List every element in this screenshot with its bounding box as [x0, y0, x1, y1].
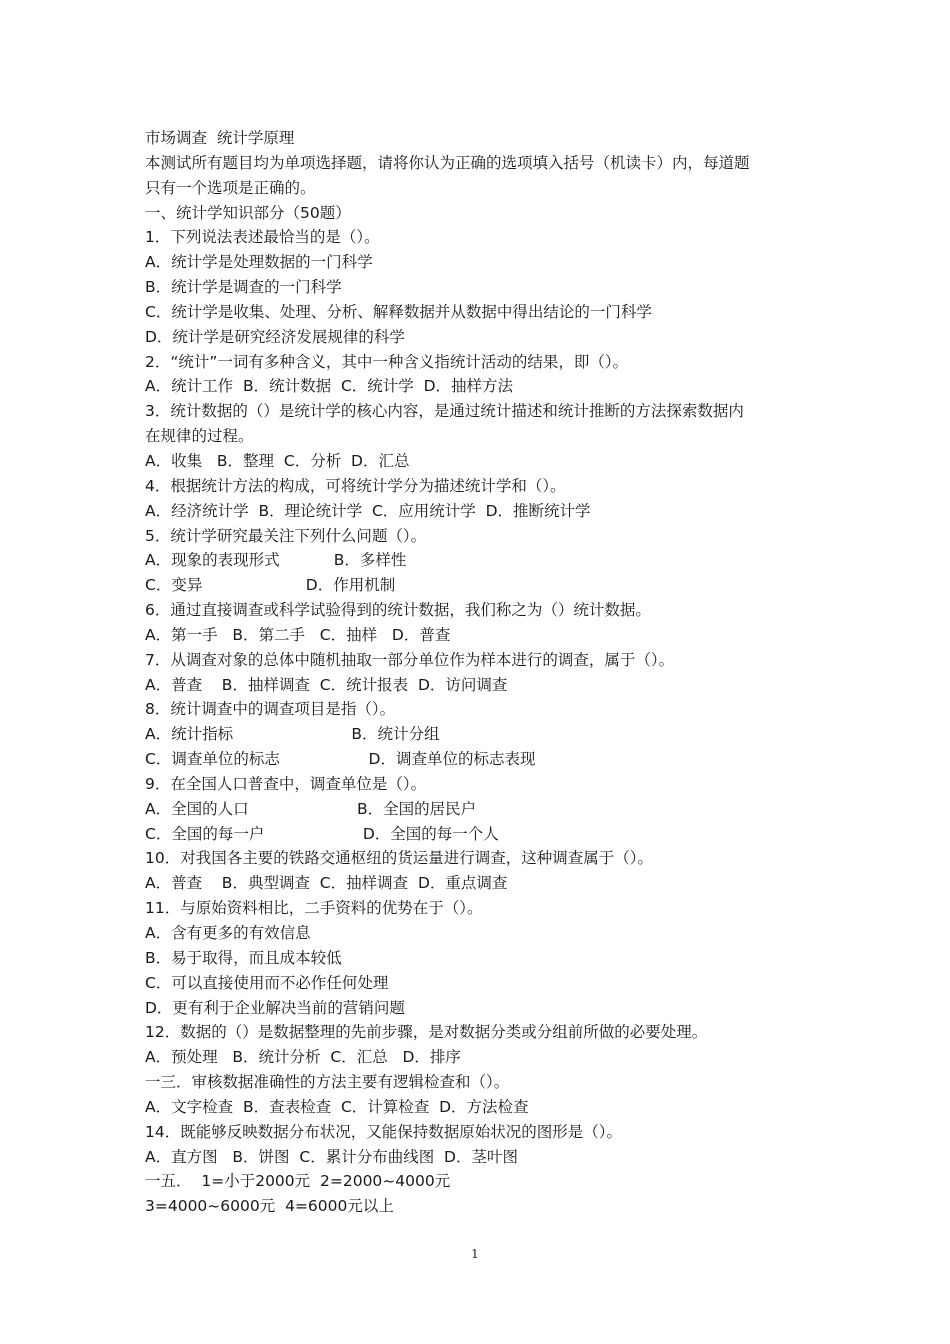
page-number: 1: [471, 1247, 479, 1261]
text-line: A．统计学是处理数据的一门科学: [145, 253, 373, 272]
text-line: 6．通过直接调查或科学试验得到的统计数据，我们称之为（）统计数据。: [145, 601, 651, 620]
text-line: A．含有更多的有效信息: [145, 924, 311, 942]
text-line: A．全国的人口 B．全国的居民户: [145, 799, 477, 818]
text-line: C．可以直接使用而不必作任何处理: [145, 973, 389, 992]
text-line: A．文字检查 B．查表检查 C．计算检查 D．方法检查: [145, 1097, 529, 1116]
text-line: 14．既能够反映数据分布状况，又能保持数据原始状况的图形是（）。: [145, 1122, 622, 1141]
text-line: C．变异 D．作用机制: [145, 576, 396, 595]
text-line: B．易于取得，而且成本较低: [145, 948, 342, 967]
text-line: 7．从调查对象的总体中随机抽取一部分单位作为样本进行的调查，属于（）。: [145, 650, 675, 669]
text-line: B．统计学是调查的一门科学: [145, 278, 342, 297]
text-line: 2．“统计”一词有多种含义，其中一种含义指统计活动的结果，即（）。: [145, 352, 629, 371]
text-line: 一、统计学知识部分（50题）: [145, 203, 351, 222]
text-line: 只有一个选项是正确的。: [145, 178, 316, 197]
text-line: A．普查 B．抽样调查 C．统计报表 D．访问调查: [145, 675, 508, 694]
text-line: C．统计学是收集、处理、分析、解释数据并从数据中得出结论的一门科学: [145, 302, 652, 321]
text-line: 3．统计数据的（）是统计学的核心内容，是通过统计描述和统计推断的方法探索数据内: [145, 402, 744, 421]
text-line: 在规律的过程。: [145, 427, 254, 446]
text-line: 4．根据统计方法的构成，可将统计学分为描述统计学和（）。: [145, 476, 566, 495]
text-line: 1．下列说法表述最恰当的是（）。: [145, 228, 380, 247]
text-line: A．经济统计学 B．理论统计学 C．应用统计学 D．推断统计学: [145, 501, 591, 520]
text-line: D．更有利于企业解决当前的营销问题: [145, 998, 405, 1017]
text-line: A．普查 B．典型调查 C．抽样调查 D．重点调查: [145, 874, 508, 893]
text-line: C．调查单位的标志 D．调查单位的标志表现: [145, 750, 536, 769]
text-line: 市场调查 统计学原理: [145, 129, 295, 147]
text-line: A．收集 B．整理 C．分析 D．汇总: [145, 451, 410, 470]
text-line: 一三．审核数据准确性的方法主要有逻辑检查和（）。: [145, 1073, 510, 1092]
text-line: 11．与原始资料相比，二手资料的优势在于（）。: [145, 899, 483, 918]
text-line: A．统计工作 B．统计数据 C．统计学 D．抽样方法: [145, 377, 514, 396]
text-line: 本测试所有题目均为单项选择题，请将你认为正确的选项填入括号（机读卡）内，每道题: [145, 153, 750, 172]
text-line: 8．统计调查中的调查项目是指（）。: [145, 700, 396, 719]
text-line: 9．在全国人口普查中，调查单位是（）。: [145, 774, 427, 793]
text-line: D．统计学是研究经济发展规律的科学: [145, 327, 405, 346]
document-body: [145, 126, 810, 1219]
text-line: 5．统计学研究最关注下列什么问题（）。: [145, 526, 427, 545]
text-line: A．第一手 B．第二手 C．抽样 D．普查: [145, 625, 451, 644]
text-line: 10．对我国各主要的铁路交通枢纽的货运量进行调查，这种调查属于（）。: [145, 849, 653, 868]
text-line: 一五． 1=小于2000元 2=2000~4000元: [145, 1172, 451, 1191]
text-line: A．直方图 B．饼图 C．累计分布曲线图 D．茎叶图: [145, 1147, 518, 1166]
text-line: 3=4000~6000元 4=6000元以上: [145, 1197, 394, 1216]
text-line: 12．数据的（）是数据整理的先前步骤，是对数据分类或分组前所做的必要处理。: [145, 1023, 708, 1042]
text-line: C．全国的每一户 D．全国的每一个人: [145, 824, 499, 843]
text-line: A．统计指标 B．统计分组: [145, 725, 440, 744]
text-line: A．预处理 B．统计分析 C．汇总 D．排序: [145, 1048, 461, 1067]
text-line: A．现象的表现形式 B．多样性: [145, 551, 407, 570]
